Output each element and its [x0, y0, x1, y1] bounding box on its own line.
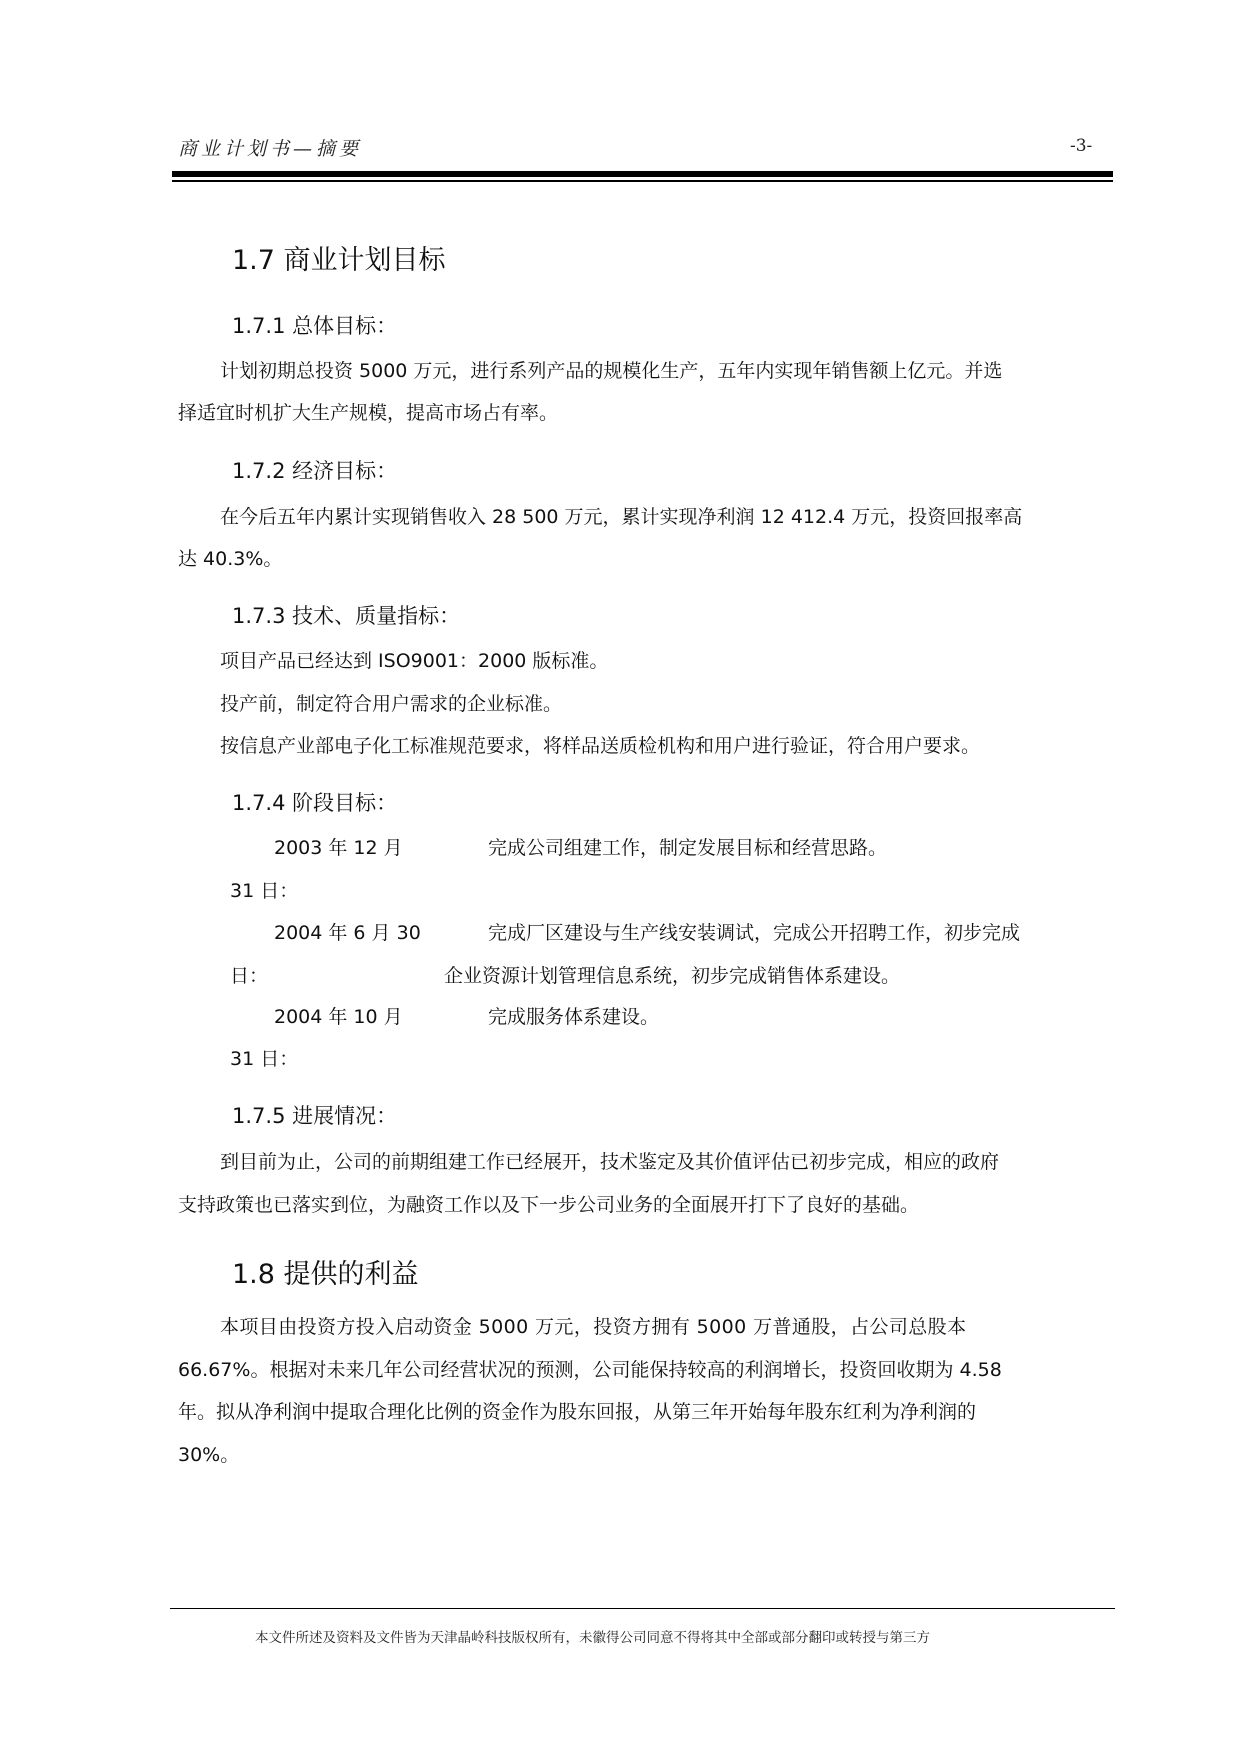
benefits-line-3: 年。拟从净利润中提取合理化比例的资金作为股东回报，从第三年开始每年股东红利为净利润的 — [178, 1401, 977, 1423]
stage-date-line-2: 31 日： — [230, 1048, 299, 1070]
copyright-footer: 本文件所述及资料及文件皆为天津晶岭科技版权所有，未徽得公司同意不得将其中全部或部分翻印或转授与第三方 — [255, 1630, 930, 1646]
overall-goal-line-2: 择适宜时机扩大生产规模，提高市场占有率。 — [178, 402, 559, 424]
economic-goal-line-2: 达 40.3%。 — [178, 548, 283, 570]
footer-rule — [170, 1608, 1115, 1609]
header-rule-thick — [172, 171, 1113, 177]
page-number: -3- — [1070, 136, 1093, 156]
stage-date-line-1: 2003 年 12 月 — [274, 837, 403, 859]
technical-line-1: 项目产品已经达到 ISO9001：2000 版标准。 — [220, 650, 609, 672]
stage-text-line-1: 完成厂区建设与生产线安装调试，完成公开招聘工作，初步完成 — [488, 922, 1021, 944]
subsection-heading-1-7-5: 1.7.5 进展情况： — [232, 1104, 398, 1128]
progress-line-2: 支持政策也已落实到位，为融资工作以及下一步公司业务的全面展开打下了良好的基础。 — [178, 1194, 920, 1216]
progress-line-1: 到目前为止，公司的前期组建工作已经展开，技术鉴定及其价值评估已初步完成，相应的政府 — [220, 1151, 1000, 1173]
stage-date-line-2: 31 日： — [230, 880, 299, 902]
overall-goal-line-1: 计划初期总投资 5000 万元，进行系列产品的规模化生产，五年内实现年销售额上亿元。并选 — [220, 360, 1003, 382]
section-heading-1-8: 1.8 提供的利益 — [232, 1259, 419, 1290]
running-header-title: 商业计划书—摘要 — [178, 138, 363, 160]
stage-date-line-1: 2004 年 6 月 30 — [274, 922, 421, 944]
economic-goal-line-1: 在今后五年内累计实现销售收入 28 500 万元，累计实现净利润 12 412.4 万元，投资回报率高 — [220, 506, 1023, 528]
stage-date-line-2: 日： — [230, 965, 269, 987]
section-heading-1-7: 1.7 商业计划目标 — [232, 245, 446, 276]
stage-text-line-1: 完成服务体系建设。 — [488, 1006, 660, 1028]
benefits-line-2: 66.67%。根据对未来几年公司经营状况的预测，公司能保持较高的利润增长，投资回收期为 4.58 — [178, 1359, 1002, 1381]
header-rule-thin — [172, 180, 1113, 182]
benefits-line-1: 本项目由投资方投入启动资金 5000 万元，投资方拥有 5000 万普通股，占公司总股本 — [220, 1316, 967, 1338]
technical-line-2: 投产前，制定符合用户需求的企业标准。 — [220, 693, 563, 715]
subsection-heading-1-7-1: 1.7.1 总体目标： — [232, 314, 398, 338]
benefits-line-4: 30%。 — [178, 1444, 240, 1466]
subsection-heading-1-7-2: 1.7.2 经济目标： — [232, 459, 398, 483]
stage-text-line-1: 完成公司组建工作，制定发展目标和经营思路。 — [488, 837, 888, 859]
stage-text-line-2: 企业资源计划管理信息系统，初步完成销售体系建设。 — [444, 965, 901, 987]
technical-line-3: 按信息产业部电子化工标准规范要求，将样品送质检机构和用户进行验证，符合用户要求。 — [220, 735, 981, 757]
subsection-heading-1-7-4: 1.7.4 阶段目标： — [232, 791, 398, 815]
subsection-heading-1-7-3: 1.7.3 技术、质量指标： — [232, 604, 461, 628]
stage-date-line-1: 2004 年 10 月 — [274, 1006, 403, 1028]
